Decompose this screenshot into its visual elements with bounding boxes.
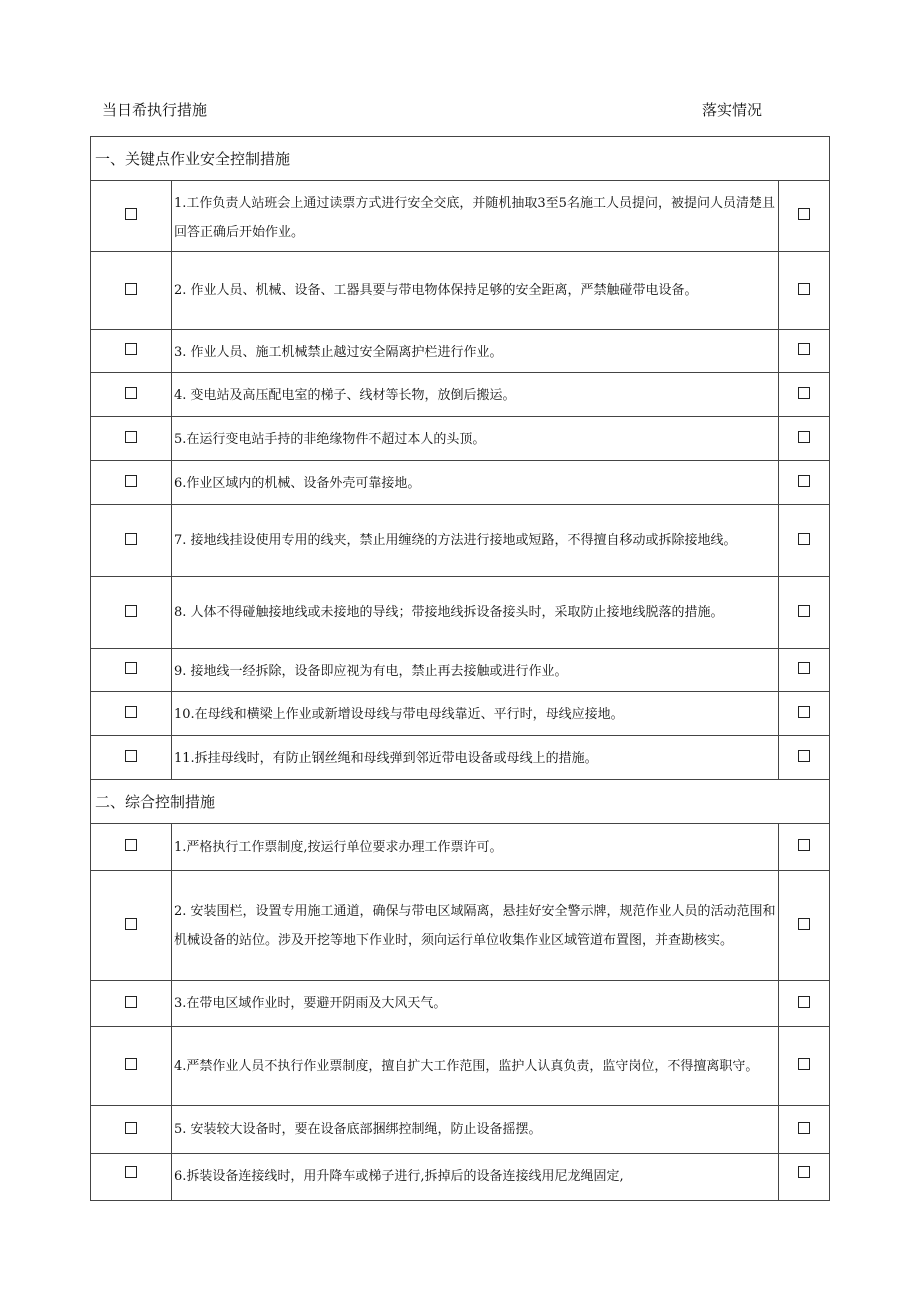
checkbox[interactable] <box>125 1166 137 1178</box>
status-checkbox[interactable] <box>798 1122 810 1134</box>
measure-text: 2. 安装围栏，设置专用施工通道，确保与带电区域隔离，悬挂好安全警示牌，规范作业人员的活动范围和机械设备的站位。涉及开挖等地下作业时，须向运行单位收集作业区域管道布置图，并查勘核实。 <box>172 871 779 981</box>
table-row <box>91 1106 830 1154</box>
checkbox[interactable] <box>125 533 137 545</box>
checkbox[interactable] <box>125 750 137 762</box>
table-row <box>91 649 830 692</box>
header-status-label: 落实情况 <box>702 101 763 119</box>
status-checkbox[interactable] <box>798 839 810 851</box>
measures-table <box>90 136 830 1201</box>
status-checkbox[interactable] <box>798 1058 810 1070</box>
status-checkbox[interactable] <box>798 387 810 399</box>
header-measures-label: 当日希执行措施 <box>102 101 208 119</box>
status-checkbox[interactable] <box>798 343 810 355</box>
section-title-general: 二、综合控制措施 <box>91 780 830 824</box>
measure-text: 6.作业区域内的机械、设备外壳可靠接地。 <box>172 461 779 505</box>
table-row <box>91 692 830 736</box>
table-row <box>91 373 830 417</box>
table-row <box>91 981 830 1027</box>
measure-text: 6.拆装设备连接线时，用升降车或梯子进行,拆掉后的设备连接线用尼龙绳固定, <box>172 1154 779 1201</box>
checkbox[interactable] <box>125 839 137 851</box>
status-checkbox[interactable] <box>798 1166 810 1178</box>
measure-text: 11.拆挂母线时，有防止钢丝绳和母线弹到邻近带电设备或母线上的措施。 <box>172 736 779 780</box>
checkbox[interactable] <box>125 605 137 617</box>
table-row <box>91 181 830 252</box>
table-row <box>91 871 830 981</box>
measure-text: 3.在带电区域作业时，要避开阴雨及大风天气。 <box>172 981 779 1027</box>
status-checkbox[interactable] <box>798 750 810 762</box>
table-row <box>91 824 830 871</box>
status-checkbox[interactable] <box>798 533 810 545</box>
checkbox[interactable] <box>125 918 137 930</box>
section-title-key-points: 一、关键点作业安全控制措施 <box>91 137 830 181</box>
checkbox[interactable] <box>125 996 137 1008</box>
checkbox[interactable] <box>125 343 137 355</box>
checkbox[interactable] <box>125 283 137 295</box>
status-checkbox[interactable] <box>798 605 810 617</box>
status-checkbox[interactable] <box>798 208 810 220</box>
table-row <box>91 1154 830 1201</box>
measure-text: 9. 接地线一经拆除，设备即应视为有电，禁止再去接触或进行作业。 <box>172 649 779 692</box>
table-row <box>91 330 830 373</box>
status-checkbox[interactable] <box>798 431 810 443</box>
checkbox[interactable] <box>125 706 137 718</box>
table-row <box>91 505 830 577</box>
measure-text: 7. 接地线挂设使用专用的线夹，禁止用缠绕的方法进行接地或短路，不得擅自移动或拆除接地线。 <box>172 505 779 577</box>
checkbox[interactable] <box>125 1058 137 1070</box>
checkbox[interactable] <box>125 387 137 399</box>
table-row <box>91 252 830 330</box>
measure-text: 3. 作业人员、施工机械禁止越过安全隔离护栏进行作业。 <box>172 330 779 373</box>
measure-text: 5.在运行变电站手持的非绝缘物件不超过本人的头顶。 <box>172 417 779 461</box>
checkbox[interactable] <box>125 208 137 220</box>
checkbox[interactable] <box>125 1122 137 1134</box>
table-row <box>91 736 830 780</box>
table-row <box>91 461 830 505</box>
table-row <box>91 577 830 649</box>
status-checkbox[interactable] <box>798 283 810 295</box>
measure-text: 1.工作负责人站班会上通过读票方式进行安全交底，并随机抽取3至5名施工人员提问，被提问人员清楚且回答正确后开始作业。 <box>172 181 779 252</box>
measure-text: 5. 安装较大设备时，要在设备底部捆绑控制绳，防止设备摇摆。 <box>172 1106 779 1154</box>
checkbox[interactable] <box>125 662 137 674</box>
status-checkbox[interactable] <box>798 475 810 487</box>
measure-text: 1.严格执行工作票制度,按运行单位要求办理工作票许可。 <box>172 824 779 871</box>
status-checkbox[interactable] <box>798 662 810 674</box>
table-row <box>91 417 830 461</box>
status-checkbox[interactable] <box>798 918 810 930</box>
table-row <box>91 1027 830 1106</box>
status-checkbox[interactable] <box>798 706 810 718</box>
measure-text: 8. 人体不得碰触接地线或未接地的导线；带接地线拆设备接头时，采取防止接地线脱落的措施。 <box>172 577 779 649</box>
checkbox[interactable] <box>125 431 137 443</box>
measure-text: 4.严禁作业人员不执行作业票制度，擅自扩大工作范围，监护人认真负责，监守岗位，不得擅离职守。 <box>172 1027 779 1106</box>
measure-text: 2. 作业人员、机械、设备、工器具要与带电物体保持足够的安全距离，严禁触碰带电设备。 <box>172 252 779 330</box>
checkbox[interactable] <box>125 475 137 487</box>
status-checkbox[interactable] <box>798 996 810 1008</box>
measure-text: 10.在母线和横梁上作业或新增设母线与带电母线靠近、平行时，母线应接地。 <box>172 692 779 736</box>
measure-text: 4. 变电站及高压配电室的梯子、线材等长物，放倒后搬运。 <box>172 373 779 417</box>
